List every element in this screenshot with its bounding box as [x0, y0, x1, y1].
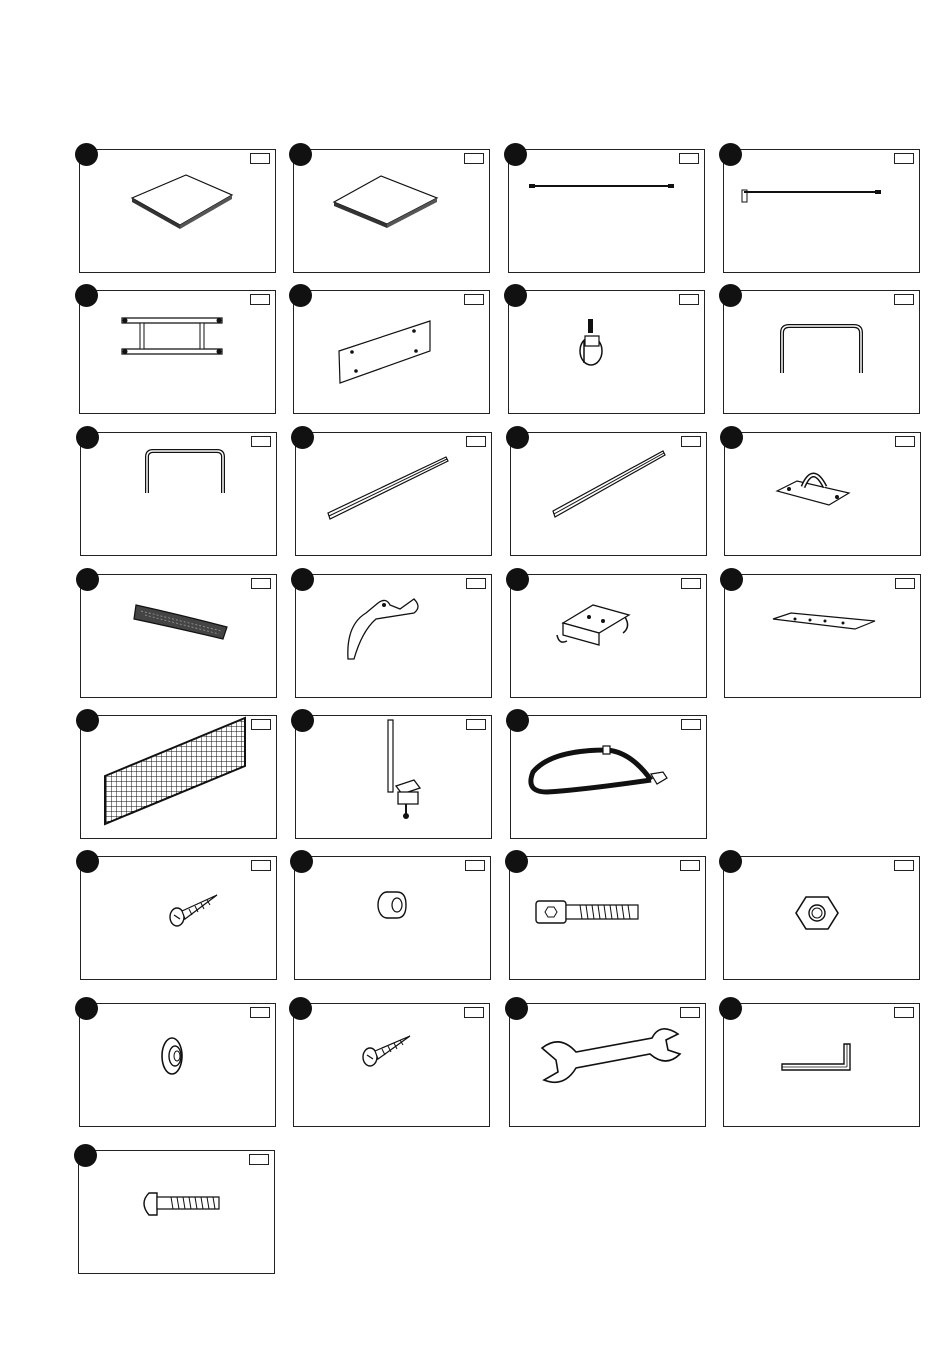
panel-large-icon	[80, 150, 275, 272]
part-card-allen-key	[723, 1003, 920, 1127]
screw-a-icon	[81, 857, 276, 979]
part-card-foam-sleeve	[80, 574, 277, 698]
u-bar-large-icon	[724, 291, 919, 413]
part-card-ladder-frame	[79, 290, 276, 414]
rail-b-icon	[511, 433, 706, 555]
pipe-clamp-icon	[725, 433, 920, 555]
part-card-screw-b	[293, 1003, 490, 1127]
angle-bracket-icon	[511, 575, 706, 697]
rail-a-icon	[296, 433, 491, 555]
foam-sleeve-icon	[81, 575, 276, 697]
u-bar-small-icon	[81, 433, 276, 555]
part-card-u-bar-large	[723, 290, 920, 414]
carriage-bolt-icon	[79, 1151, 274, 1273]
screw-b-icon	[294, 1004, 489, 1126]
panel-small-icon	[294, 150, 489, 272]
part-card-u-bar-small	[80, 432, 277, 556]
tube-long-icon	[724, 150, 919, 272]
part-card-tube-short	[508, 149, 705, 273]
strap-icon	[511, 716, 706, 838]
part-card-rail-b	[510, 432, 707, 556]
part-card-hex-nut	[723, 856, 920, 980]
part-card-pipe-clamp	[724, 432, 921, 556]
pole-clamp-icon	[296, 716, 491, 838]
plate-holes-icon	[294, 291, 489, 413]
hook-bracket-icon	[296, 575, 491, 697]
net-icon	[81, 716, 276, 838]
washer-icon	[80, 1004, 275, 1126]
part-card-spacer	[294, 856, 491, 980]
part-card-hook-bracket	[295, 574, 492, 698]
part-card-rail-a	[295, 432, 492, 556]
caster-wheel-icon	[509, 291, 704, 413]
part-card-panel-small	[293, 149, 490, 273]
hex-nut-icon	[724, 857, 919, 979]
tube-short-icon	[509, 150, 704, 272]
ladder-frame-icon	[80, 291, 275, 413]
part-card-caster-wheel	[508, 290, 705, 414]
part-card-panel-large	[79, 149, 276, 273]
part-card-strap	[510, 715, 707, 839]
part-card-tube-long	[723, 149, 920, 273]
part-card-wrench	[509, 1003, 706, 1127]
spacer-icon	[295, 857, 490, 979]
hex-bolt-icon	[510, 857, 705, 979]
part-card-hex-bolt	[509, 856, 706, 980]
allen-key-icon	[724, 1004, 919, 1126]
part-card-pole-clamp	[295, 715, 492, 839]
part-card-plate-holes	[293, 290, 490, 414]
part-card-angle-bracket	[510, 574, 707, 698]
part-card-washer	[79, 1003, 276, 1127]
part-card-flat-strip	[724, 574, 921, 698]
wrench-icon	[510, 1004, 705, 1126]
part-card-screw-a	[80, 856, 277, 980]
part-card-carriage-bolt	[78, 1150, 275, 1274]
part-card-net	[80, 715, 277, 839]
flat-strip-icon	[725, 575, 920, 697]
